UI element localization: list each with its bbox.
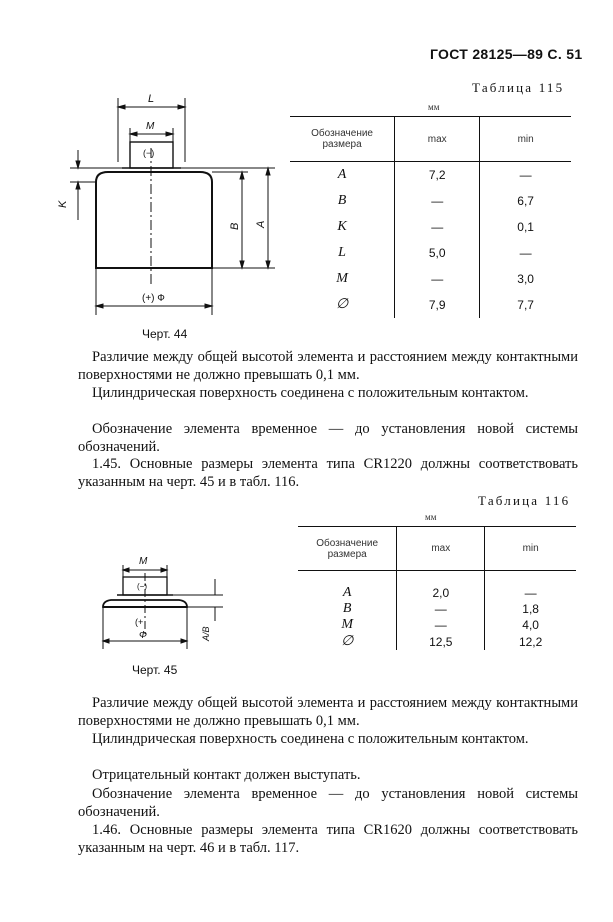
figure-45 bbox=[95, 555, 235, 655]
paragraph-temporary-designation-2: Обозначение элемента временное — до установления новой системы обозначений. bbox=[78, 786, 578, 820]
table116-cell-max: — bbox=[397, 601, 485, 617]
table115-cell-sym: K bbox=[337, 218, 347, 234]
table116-cell-max: 2,0 bbox=[397, 571, 485, 602]
fig44-label-l: L bbox=[148, 93, 155, 105]
table-116 bbox=[298, 526, 576, 650]
table116-cell-min: 12,2 bbox=[518, 634, 543, 649]
paragraph-height-difference-2: Различие между общей высотой элемента и расстоянием между контактными поверхностями не должно превышать 0,1 мм. bbox=[78, 695, 578, 729]
fig45-caption: Черт. 45 bbox=[132, 663, 178, 677]
paragraph-section-1-45: 1.45. Основные размеры элемента типа CR1220 должны соответствовать указанным на черт. 45 и в табл. 116. bbox=[78, 456, 578, 490]
fig45-label-m: M bbox=[139, 556, 148, 567]
fig45-label-ab: A/B bbox=[201, 626, 211, 641]
fig45-label-phi: Ф bbox=[139, 630, 147, 641]
figure-44 bbox=[50, 90, 290, 345]
table116-cell-sym: M bbox=[341, 617, 353, 632]
table115-header-min: min bbox=[480, 117, 571, 162]
table115-cell-min: — bbox=[519, 167, 532, 182]
paragraph-cylinder-contact-2: Цилиндрическая поверхность соединена с положительным контактом. bbox=[92, 731, 529, 747]
table116-cell-max: 12,5 bbox=[397, 633, 485, 650]
table115-header-max: max bbox=[395, 117, 480, 162]
table116-cell-sym: A bbox=[342, 585, 352, 600]
table-115 bbox=[290, 116, 571, 318]
table-row bbox=[298, 617, 576, 633]
table115-caption: Таблица 115 bbox=[472, 80, 565, 95]
fig44-label-plus: (+) Ф bbox=[142, 293, 165, 304]
table116-cell-sym: ∅ bbox=[341, 634, 354, 649]
table-row bbox=[290, 162, 571, 188]
table116-cell-min: — bbox=[524, 586, 537, 600]
fig44-label-minus: (−) bbox=[143, 148, 155, 158]
table115-cell-sym: L bbox=[338, 244, 346, 260]
fig44-label-k: K bbox=[57, 200, 69, 208]
fig45-label-plus: (+ bbox=[135, 617, 144, 627]
fig44-label-a: A bbox=[255, 220, 267, 228]
table115-cell-min: 0,1 bbox=[517, 219, 534, 234]
fig45-label-minus: (−) bbox=[137, 582, 147, 591]
table115-cell-sym: B bbox=[337, 192, 347, 208]
page-header: ГОСТ 28125—89 С. 51 bbox=[430, 46, 583, 62]
table116-header-max: max bbox=[397, 527, 485, 571]
fig44-label-b: B bbox=[229, 222, 241, 230]
paragraph-negative-contact: Отрицательный контакт должен выступать. bbox=[92, 767, 361, 783]
table115-cell-min: — bbox=[519, 245, 532, 260]
table-row bbox=[290, 292, 571, 318]
fig44-label-m: M bbox=[146, 121, 155, 132]
table115-cell-min: 7,7 bbox=[517, 297, 534, 312]
table116-cell-max: — bbox=[397, 617, 485, 633]
table116-cell-min: 4,0 bbox=[522, 618, 539, 632]
paragraph-section-1-46: 1.46. Основные размеры элемента типа CR1620 должны соответствовать указанным на черт. 46 и в табл. 117. bbox=[78, 822, 578, 856]
table115-cell-sym: A bbox=[337, 166, 347, 182]
table116-unit: мм bbox=[425, 512, 437, 522]
table-row bbox=[290, 214, 571, 240]
table115-cell-max: 5,0 bbox=[395, 240, 480, 266]
fig44-caption: Черт. 44 bbox=[142, 327, 188, 341]
table115-cell-min: 6,7 bbox=[517, 193, 534, 208]
table115-cell-max: 7,2 bbox=[395, 162, 480, 188]
paragraph-cylinder-contact: Цилиндрическая поверхность соединена с положительным контактом. bbox=[92, 385, 529, 401]
table-row bbox=[290, 188, 571, 214]
table-row bbox=[298, 571, 576, 602]
table116-cell-sym: B bbox=[342, 601, 352, 616]
table116-header-min: min bbox=[485, 527, 576, 571]
paragraph-height-difference: Различие между общей высотой элемента и расстоянием между контактными поверхностями не должно превышать 0,1 мм. bbox=[78, 349, 578, 383]
table115-cell-max: 7,9 bbox=[395, 292, 480, 318]
table115-header-designation: Обозначение размера bbox=[290, 117, 395, 162]
table115-cell-sym: ∅ bbox=[335, 297, 349, 312]
table-row bbox=[290, 266, 571, 292]
table115-cell-max: — bbox=[395, 214, 480, 240]
table115-unit: мм bbox=[428, 102, 440, 112]
table115-cell-min: 3,0 bbox=[517, 271, 534, 286]
table115-cell-max: — bbox=[395, 266, 480, 292]
table115-cell-sym: M bbox=[336, 270, 348, 286]
table-row bbox=[298, 601, 576, 617]
table116-caption: Таблица 116 bbox=[478, 493, 571, 508]
paragraph-temporary-designation: Обозначение элемента временное — до установления новой системы обозначений. bbox=[78, 421, 578, 455]
table115-cell-max: — bbox=[395, 188, 480, 214]
table116-header-designation: Обозначение размера bbox=[298, 527, 397, 571]
table-row bbox=[290, 240, 571, 266]
table116-cell-min: 1,8 bbox=[522, 602, 539, 616]
table-row bbox=[298, 633, 576, 650]
